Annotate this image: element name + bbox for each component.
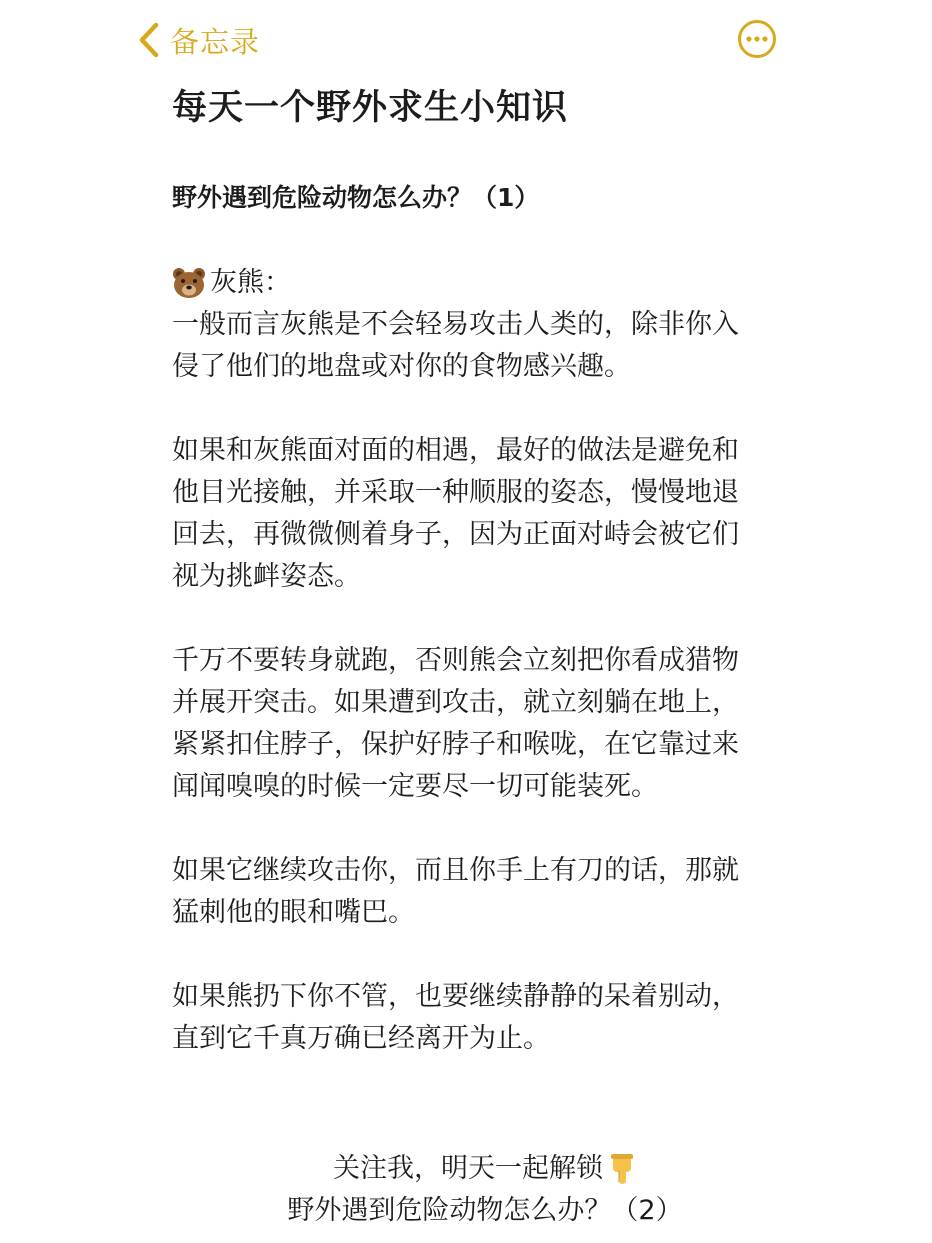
footer-line-2: 野外遇到危险动物怎么办？（2）: [287, 1195, 683, 1226]
more-options-button[interactable]: [737, 19, 777, 59]
chevron-left-icon: [138, 22, 160, 58]
bear-face-icon: [172, 267, 206, 299]
paragraph-1: 一般而言灰熊是不会轻易攻击人类的，除非你入侵了他们的地盘或对你的食物感兴趣。: [172, 309, 739, 382]
note-body[interactable]: [172, 82, 772, 1060]
footer-follow-text: 关注我，明天一起解锁: [333, 1153, 603, 1184]
footer-line-1: [0, 1148, 932, 1190]
ellipsis-circle-icon: [737, 19, 777, 59]
note-subtitle: 野外遇到危险动物怎么办？（1）: [172, 183, 540, 212]
navigation-bar: [0, 0, 932, 80]
back-label: 备忘录: [170, 24, 261, 59]
note-title: 每天一个野外求生小知识: [172, 88, 569, 128]
paragraph-4: 如果它继续攻击你，而且你手上有刀的话，那就猛刺他的眼和嘴巴。: [172, 855, 739, 928]
note-footer: [0, 1148, 932, 1232]
animal-label: 灰熊：: [210, 267, 291, 298]
paragraph-3: 千万不要转身就跑，否则熊会立刻把你看成猎物并展开突击。如果遭到攻击，就立刻躺在地上，紧紧扣住脖子，保护好脖子和喉咙，在它靠过来闻闻嗅嗅的时候一定要尽一切可能装死。: [172, 645, 739, 802]
paragraph-2: 如果和灰熊面对面的相遇，最好的做法是避免和他目光接触，并采取一种顺服的姿态，慢慢地退回去，再微微侧着身子，因为正面对峙会被它们视为挑衅姿态。: [172, 435, 739, 592]
paragraph-5: 如果熊扔下你不管，也要继续静静的呆着别动，直到它千真万确已经离开为止。: [172, 981, 739, 1054]
animal-heading: [172, 262, 752, 304]
back-button[interactable]: [138, 18, 260, 62]
pointing-down-icon: [607, 1152, 637, 1186]
